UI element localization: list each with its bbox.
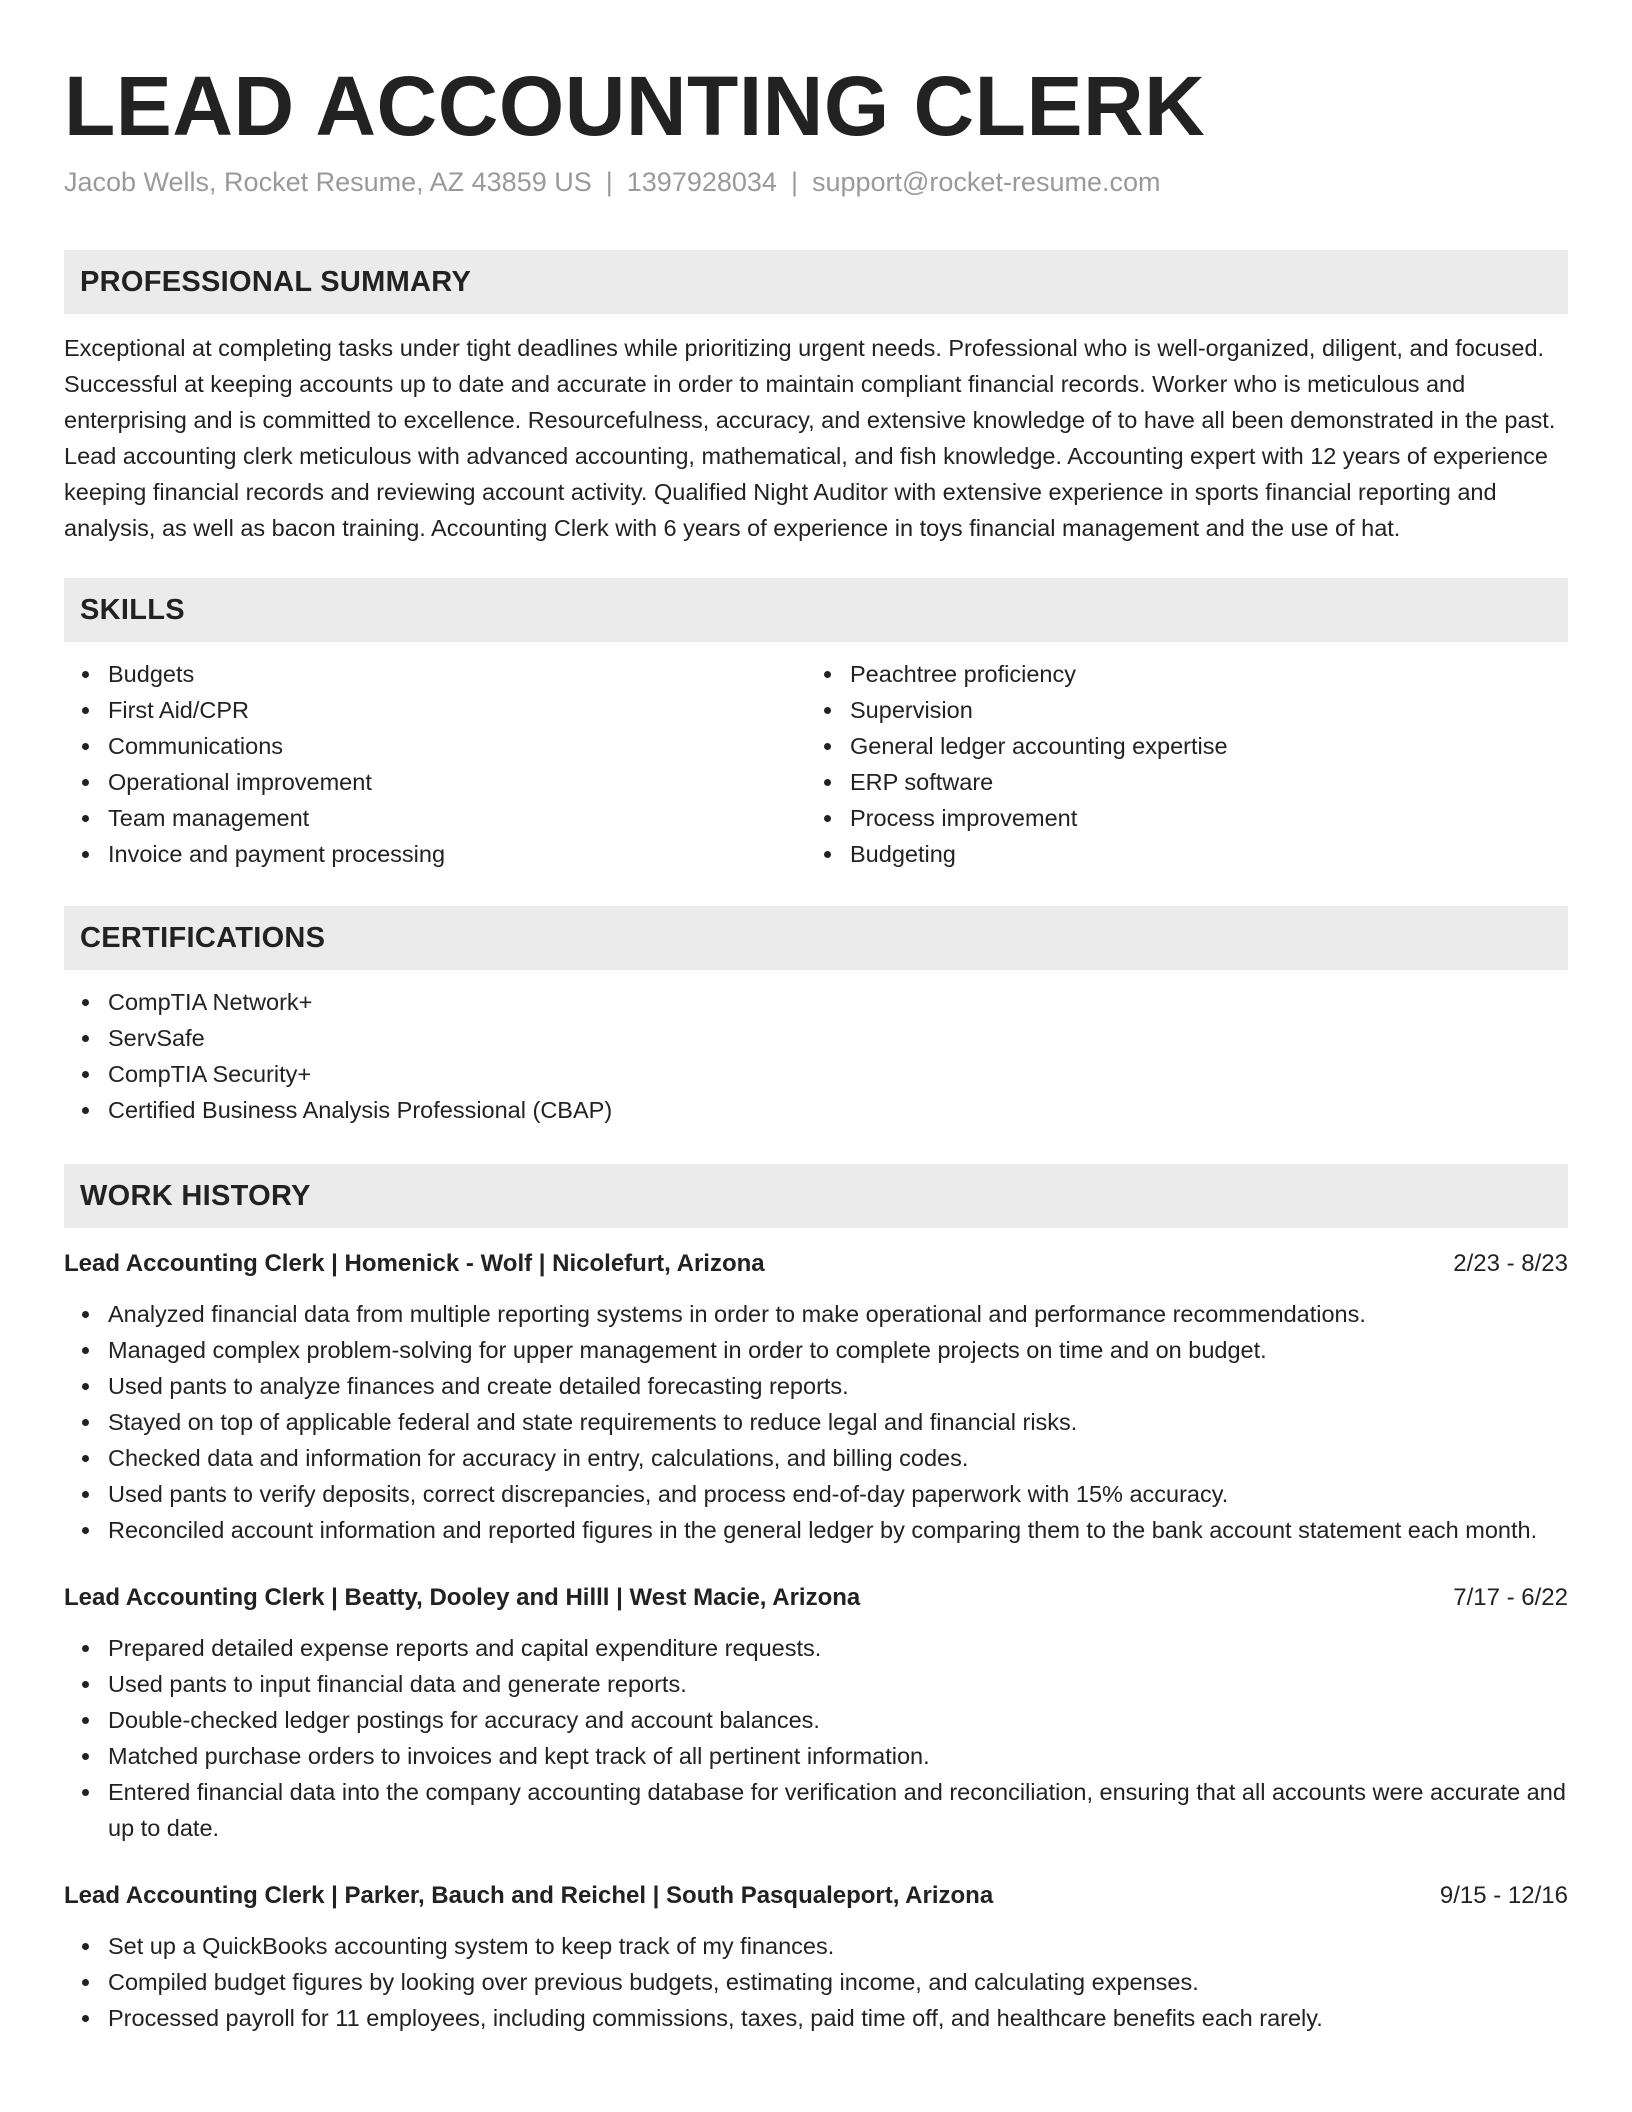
- skill-item: Supervision: [850, 692, 1548, 728]
- job-bullet: Set up a QuickBooks accounting system to keep track of my finances.: [108, 1928, 1568, 1964]
- contact-separator: |: [790, 167, 798, 197]
- resume-title: LEAD ACCOUNTING CLERK: [64, 59, 1206, 153]
- section-header-skills: SKILLS: [64, 578, 1568, 642]
- job-header: [64, 1878, 1568, 1914]
- summary-text: Exceptional at completing tasks under tight deadlines while prioritizing urgent needs. Professional who is well-organized, diligent, and focused. Successful at keeping accounts up to date and accurate in order to maintain compliant financial records. Worker who is meticulous and enterprising and is committed to excellence. Resourcefulness, accuracy, and extensive knowledge of to have all been demonstrated in the past. Lead accounting clerk meticulous with advanced accounting, mathematical, and fish knowledge. Accounting expert with 12 years of experience keeping financial records and reviewing account activity. Qualified Night Auditor with extensive experience in sports financial reporting and analysis, as well as bacon training. Accounting Clerk with 6 years of experience in toys financial management and the use of hat.: [64, 335, 1556, 541]
- job-bullet: Stayed on top of applicable federal and state requirements to reduce legal and financial risks.: [108, 1404, 1568, 1440]
- certifications-list: [64, 984, 1568, 1128]
- skill-item: First Aid/CPR: [108, 692, 806, 728]
- job-bullets: [64, 1928, 1568, 2036]
- contact-phone: 1397928034: [626, 167, 777, 197]
- section-header-work-history: WORK HISTORY: [64, 1164, 1568, 1228]
- certification-item: CompTIA Network+: [108, 984, 1568, 1020]
- job-title: Lead Accounting Clerk | Parker, Bauch and Reichel | South Pasqualeport, Arizona: [64, 1882, 994, 1909]
- job-bullet: Reconciled account information and reported figures in the general ledger by comparing them to the bank account statement each month.: [108, 1512, 1568, 1548]
- job-bullet: Compiled budget figures by looking over previous budgets, estimating income, and calculating expenses.: [108, 1964, 1568, 2000]
- skill-item: General ledger accounting expertise: [850, 728, 1548, 764]
- skill-item: Process improvement: [850, 800, 1548, 836]
- skill-item: Communications: [108, 728, 806, 764]
- job-dates: 9/15 - 12/16: [1439, 1882, 1568, 1909]
- job-bullet: Prepared detailed expense reports and capital expenditure requests.: [108, 1630, 1568, 1666]
- job-bullet: Checked data and information for accuracy in entry, calculations, and billing codes.: [108, 1440, 1568, 1476]
- skill-item: Peachtree proficiency: [850, 656, 1548, 692]
- job-bullet: Managed complex problem-solving for upper management in order to complete projects on time and on budget.: [108, 1332, 1568, 1368]
- skill-item: ERP software: [850, 764, 1548, 800]
- job-bullet: Used pants to verify deposits, correct discrepancies, and process end-of-day paperwork with 15% accuracy.: [108, 1476, 1568, 1512]
- certification-item: Certified Business Analysis Professional (CBAP): [108, 1092, 1568, 1128]
- job-bullets: [64, 1630, 1568, 1846]
- job-bullet: Double-checked ledger postings for accuracy and account balances.: [108, 1702, 1568, 1738]
- certification-item: CompTIA Security+: [108, 1056, 1568, 1092]
- job-bullet: Analyzed financial data from multiple reporting systems in order to make operational and performance recommendations.: [108, 1296, 1568, 1332]
- job-entry: [64, 1580, 1568, 1846]
- job-header: [64, 1580, 1568, 1616]
- skills-column-right: [806, 656, 1548, 872]
- job-bullet: Processed payroll for 11 employees, including commissions, taxes, paid time off, and healthcare benefits each rarely.: [108, 2000, 1568, 2036]
- job-title: Lead Accounting Clerk | Beatty, Dooley and Hilll | West Macie, Arizona: [64, 1584, 861, 1611]
- job-bullet: Used pants to analyze finances and create detailed forecasting reports.: [108, 1368, 1568, 1404]
- job-header: [64, 1246, 1568, 1282]
- section-header-certifications: CERTIFICATIONS: [64, 906, 1568, 970]
- skills-column-left: [64, 656, 806, 872]
- job-bullet: Used pants to input financial data and generate reports.: [108, 1666, 1568, 1702]
- job-title: Lead Accounting Clerk | Homenick - Wolf | Nicolefurt, Arizona: [64, 1250, 765, 1277]
- contact-address: Jacob Wells, Rocket Resume, AZ 43859 US: [64, 167, 592, 197]
- skill-item: Budgets: [108, 656, 806, 692]
- contact-line: [64, 164, 1568, 200]
- skill-item: Budgeting: [850, 836, 1548, 872]
- resume-page: [64, 0, 1568, 2036]
- job-entry: [64, 1246, 1568, 1548]
- job-bullet: Matched purchase orders to invoices and kept track of all pertinent information.: [108, 1738, 1568, 1774]
- contact-email: support@rocket-resume.com: [811, 167, 1161, 197]
- job-bullets: [64, 1296, 1568, 1548]
- section-header-summary: PROFESSIONAL SUMMARY: [64, 250, 1568, 314]
- certification-item: ServSafe: [108, 1020, 1568, 1056]
- job-entry: [64, 1878, 1568, 2036]
- job-dates: 7/17 - 6/22: [1453, 1584, 1568, 1611]
- job-bullet: Entered financial data into the company accounting database for verification and reconciliation, ensuring that all accounts were accurate and up to date.: [108, 1774, 1568, 1846]
- contact-separator: |: [605, 167, 613, 197]
- skills-list: [64, 656, 1568, 872]
- skill-item: Invoice and payment processing: [108, 836, 806, 872]
- skill-item: Team management: [108, 800, 806, 836]
- skill-item: Operational improvement: [108, 764, 806, 800]
- job-dates: 2/23 - 8/23: [1453, 1250, 1568, 1277]
